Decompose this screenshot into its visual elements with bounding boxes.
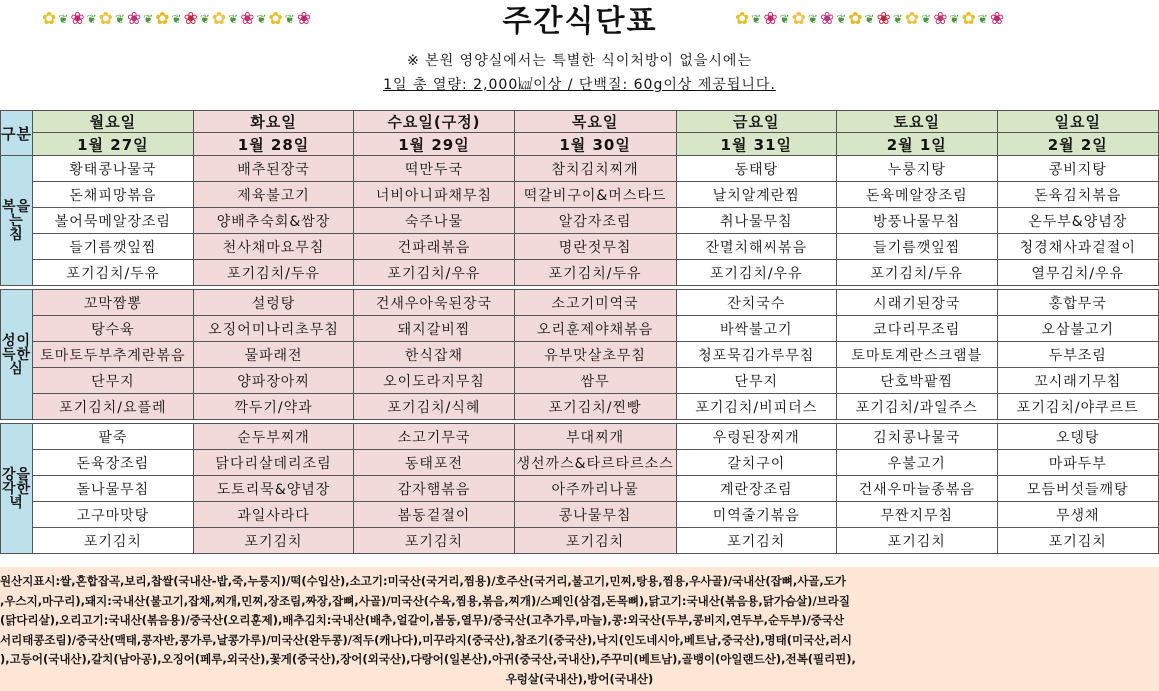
menu-cell: 꼬시래기무침 (997, 368, 1158, 394)
day-header: 수요일(구정) (354, 111, 514, 133)
menu-cell: 포기김치/우유 (676, 260, 836, 286)
menu-cell: 팥죽 (32, 424, 193, 450)
menu-cell: 들기름깻잎찜 (836, 234, 997, 260)
menu-cell: 황태콩나물국 (32, 156, 193, 182)
menu-cell: 생선까스&타르타르소스 (514, 450, 676, 476)
menu-cell: 부대찌개 (514, 424, 676, 450)
table-row (1, 316, 1159, 342)
day-header: 화요일 (193, 111, 354, 133)
menu-cell: 유부맛살초무침 (514, 342, 676, 368)
table-row (1, 424, 1159, 450)
menu-cell: 토마토계란스크램블 (836, 342, 997, 368)
notice-line-1: ※ 본원 영양실에서는 특별한 식이처방이 없을시에는 (407, 53, 752, 69)
menu-cell: 들기름깻잎찜 (32, 234, 193, 260)
menu-cell: 소고기미역국 (514, 290, 676, 316)
menu-cell: 포기김치 (676, 528, 836, 554)
menu-cell: 소고기무국 (354, 424, 514, 450)
menu-cell: 우불고기 (836, 450, 997, 476)
menu-cell: 돈육메알장조림 (836, 182, 997, 208)
menu-cell: 물파래전 (193, 342, 354, 368)
menu-cell: 봄동겉절이 (354, 502, 514, 528)
corner-label: 구분 (1, 111, 33, 156)
table-row (1, 260, 1159, 286)
menu-cell: 설렁탕 (193, 290, 354, 316)
menu-cell: 너비아니파채무침 (354, 182, 514, 208)
menu-cell: 배추된장국 (193, 156, 354, 182)
menu-cell: 돈채피망볶음 (32, 182, 193, 208)
menu-cell: 홍합무국 (997, 290, 1158, 316)
menu-cell: 누룽지탕 (836, 156, 997, 182)
day-header: 목요일 (514, 111, 676, 133)
menu-cell: 감자햄볶음 (354, 476, 514, 502)
day-header: 금요일 (676, 111, 836, 133)
menu-cell: 마파두부 (997, 450, 1158, 476)
menu-cell: 건새우마늘종볶음 (836, 476, 997, 502)
menu-cell: 시래기된장국 (836, 290, 997, 316)
flower-garland-left-icon: ✿ ❦ ❀ ❦ ✿ ❦ ❀ ❦ ✿ ❦ ❀ ❦ ✿ ❦ ❀ ❦ ✿ ❦ ❀ (42, 9, 312, 29)
table-row (1, 368, 1159, 394)
menu-cell: 날치알계란찜 (676, 182, 836, 208)
menu-cell: 온두부&양념장 (997, 208, 1158, 234)
table-row (1, 450, 1159, 476)
menu-cell: 볼어묵메알장조림 (32, 208, 193, 234)
menu-cell: 포기김치 (32, 528, 193, 554)
table-row (1, 528, 1159, 554)
table-row (1, 182, 1159, 208)
menu-cell: 포기김치 (193, 528, 354, 554)
menu-cell: 오삼불고기 (997, 316, 1158, 342)
menu-cell: 단무지 (32, 368, 193, 394)
menu-cell: 갈치구이 (676, 450, 836, 476)
menu-cell: 토마토두부추계란볶음 (32, 342, 193, 368)
menu-cell: 동태포전 (354, 450, 514, 476)
menu-cell: 순두부찌개 (193, 424, 354, 450)
date-header: 1월 28일 (193, 133, 354, 156)
menu-cell: 돈육장조림 (32, 450, 193, 476)
menu-cell: 참치김치찌개 (514, 156, 676, 182)
menu-cell: 단무지 (676, 368, 836, 394)
date-header: 1월 27일 (32, 133, 193, 156)
menu-cell: 동태탕 (676, 156, 836, 182)
menu-cell: 포기김치 (997, 528, 1158, 554)
menu-cell: 방풍나물무침 (836, 208, 997, 234)
meal-label: 복을 는 침 (1, 156, 33, 286)
menu-cell: 바싹불고기 (676, 316, 836, 342)
menu-cell: 양파장아찌 (193, 368, 354, 394)
menu-cell: 쌈무 (514, 368, 676, 394)
menu-cell: 건파래볶음 (354, 234, 514, 260)
date-header: 1월 31일 (676, 133, 836, 156)
table-row (1, 394, 1159, 420)
menu-cell: 오리훈제야채볶음 (514, 316, 676, 342)
menu-cell: 포기김치/과일주스 (836, 394, 997, 420)
date-header: 1월 29일 (354, 133, 514, 156)
day-header: 일요일 (997, 111, 1158, 133)
menu-cell: 오징어미나리초무침 (193, 316, 354, 342)
weekly-menu-table (0, 110, 1159, 554)
menu-cell: 단호박팥찜 (836, 368, 997, 394)
table-row (1, 342, 1159, 368)
menu-cell: 꼬막짬뽕 (32, 290, 193, 316)
menu-cell: 포기김치 (514, 528, 676, 554)
menu-cell: 청포묵김가루무침 (676, 342, 836, 368)
menu-cell: 무생채 (997, 502, 1158, 528)
origin-line: 서리태콩조림)/중국산(맥태,콩자반,콩가루,날콩가루)/미국산(완두콩)/적두(캐나다),미꾸라지(중국산),참조기(중국산),낙지(인도네시아,베트남,중국산),명태(미국산,러시 (0, 632, 852, 647)
menu-cell: 콩비지탕 (997, 156, 1158, 182)
meal-label: 성이 득한 심 (1, 290, 33, 420)
menu-cell: 김치콩나물국 (836, 424, 997, 450)
date-header: 1월 30일 (514, 133, 676, 156)
menu-cell: 양배추숙회&쌈장 (193, 208, 354, 234)
menu-cell: 아주까리나물 (514, 476, 676, 502)
menu-cell: 제육불고기 (193, 182, 354, 208)
meal-label: 강을 각한 녁 (1, 424, 33, 554)
menu-cell: 포기김치/우유 (354, 260, 514, 286)
menu-cell: 돌나물무침 (32, 476, 193, 502)
menu-cell: 미역줄기볶음 (676, 502, 836, 528)
menu-cell: 포기김치 (354, 528, 514, 554)
menu-cell: 잔멸치해씨볶음 (676, 234, 836, 260)
table-row (1, 476, 1159, 502)
menu-cell: 포기김치/두유 (32, 260, 193, 286)
menu-cell: 떡만두국 (354, 156, 514, 182)
table-row (1, 156, 1159, 182)
menu-cell: 과일사라다 (193, 502, 354, 528)
menu-cell: 콩나물무침 (514, 502, 676, 528)
menu-cell: 취나물무침 (676, 208, 836, 234)
notice-line-2: 1일 총 열량: 2,000㎉이상 / 단백질: 60g이상 제공됩니다. (383, 77, 776, 93)
day-header: 토요일 (836, 111, 997, 133)
menu-cell: 코다리무조림 (836, 316, 997, 342)
origin-line: 우렁살(국내산),방어(국내산) (505, 671, 654, 686)
menu-cell: 포기김치/야쿠르트 (997, 394, 1158, 420)
menu-cell: 명란젓무침 (514, 234, 676, 260)
menu-cell: 우렁된장찌개 (676, 424, 836, 450)
menu-cell: 오뎅탕 (997, 424, 1158, 450)
table-row (1, 502, 1159, 528)
menu-cell: 돈육김치볶음 (997, 182, 1158, 208)
menu-cell: 숙주나물 (354, 208, 514, 234)
menu-cell: 오이도라지무침 (354, 368, 514, 394)
menu-cell: 포기김치/두유 (193, 260, 354, 286)
table-row (1, 290, 1159, 316)
origin-line: ,우스지,마구리),돼지:국내산(불고기,잡채,찌개,민찌,장조림,짜장,잡뼈,사골)/미국산(수육,찜용,볶음,찌개)/스페인(삼겹,돈목뼈),닭고기:국내산(볶음용,닭가슴살)/브라질 (0, 593, 850, 608)
menu-cell: 깍두기/약과 (193, 394, 354, 420)
menu-cell: 탕수육 (32, 316, 193, 342)
origin-notice (0, 567, 1159, 691)
menu-cell: 포기김치/찐빵 (514, 394, 676, 420)
date-header: 2월 2일 (997, 133, 1158, 156)
menu-cell: 알감자조림 (514, 208, 676, 234)
menu-cell: 돼지갈비찜 (354, 316, 514, 342)
origin-line: (닭다리살),오리고기:국내산(볶음용)/중국산(오리훈제),배추김치:국내산(배추,얼갈이,봄동,열무)/중국산(고추가루,마늘),콩:외국산(두부,콩비지,연두부,순두부)/중국산 (0, 613, 845, 627)
menu-cell: 모듬버섯들깨탕 (997, 476, 1158, 502)
menu-cell: 도토리묵&양념장 (193, 476, 354, 502)
menu-cell: 고구마맛탕 (32, 502, 193, 528)
menu-cell: 포기김치 (836, 528, 997, 554)
flower-garland-right-icon: ✿ ❦ ❀ ❦ ✿ ❦ ❀ ❦ ✿ ❦ ❀ ❦ ✿ ❦ ❀ ❦ ✿ ❦ ❀ (735, 9, 1005, 29)
menu-cell: 무짠지무침 (836, 502, 997, 528)
menu-cell: 두부조림 (997, 342, 1158, 368)
date-header: 2월 1일 (836, 133, 997, 156)
menu-cell: 포기김치/비피더스 (676, 394, 836, 420)
table-row (1, 234, 1159, 260)
menu-cell: 건새우아욱된장국 (354, 290, 514, 316)
menu-cell: 포기김치/두유 (836, 260, 997, 286)
day-header: 월요일 (32, 111, 193, 133)
menu-cell: 천사채마요무침 (193, 234, 354, 260)
menu-cell: 닭다리살데리조림 (193, 450, 354, 476)
menu-cell: 포기김치/두유 (514, 260, 676, 286)
menu-cell: 잔치국수 (676, 290, 836, 316)
menu-cell: 열무김치/우유 (997, 260, 1158, 286)
page-title: 주간식단표 (502, 4, 658, 39)
menu-cell: 청경채사과겉절이 (997, 234, 1158, 260)
origin-line: ),고등어(국내산),갈치(남아공),오징어(페루,외국산),꽃게(중국산),장어(외국산),다랑어(일본산),아귀(중국산,국내산),주꾸미(베트남),골뱅이(아일랜드산),전복(필리핀), (0, 652, 856, 666)
origin-line: 원산지표시:쌀,혼합잡곡,보리,찹쌀(국내산-밥,죽,누룽지)/떡(수입산),소고기:미국산(국거리,찜용)/호주산(국거리,불고기,민찌,탕용,찜용,우사골)/국내산(잡뼈,사골,도가 (0, 574, 847, 588)
menu-cell: 떡갈비구이&머스타드 (514, 182, 676, 208)
menu-cell: 한식잡채 (354, 342, 514, 368)
menu-cell: 포기김치/식혜 (354, 394, 514, 420)
table-row (1, 208, 1159, 234)
menu-cell: 포기김치/요플레 (32, 394, 193, 420)
menu-cell: 계란장조림 (676, 476, 836, 502)
